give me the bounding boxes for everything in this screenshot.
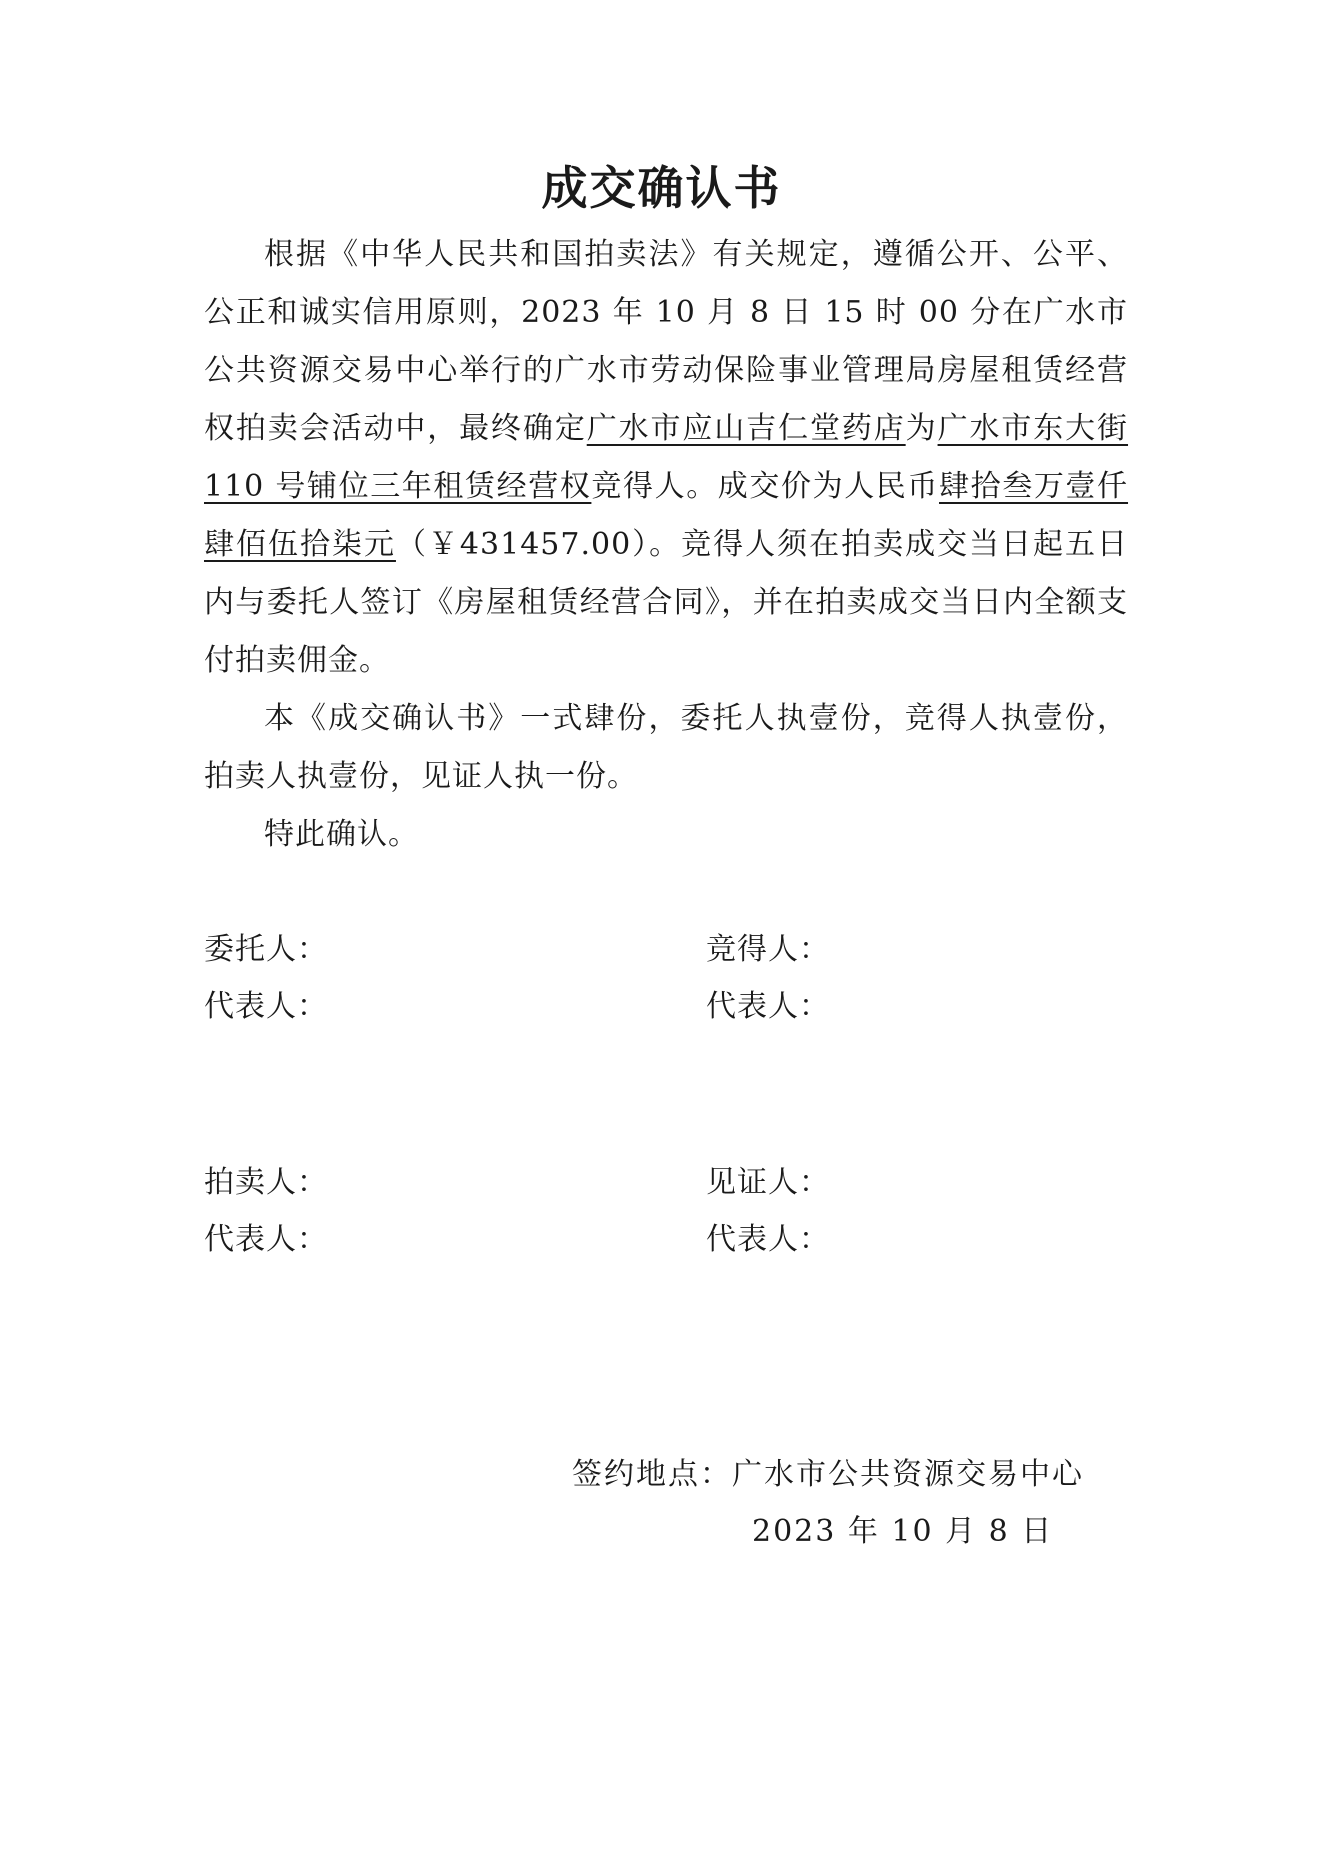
lease-subject: 广水市东大街 110 号铺位三年租赁经营权 xyxy=(204,411,1129,504)
consignor-label: 委托人： xyxy=(204,932,328,967)
paragraph-main-text-3: 竞得人。成交价为人民币 xyxy=(591,469,940,504)
auctioneer-label: 拍卖人： xyxy=(204,1165,328,1200)
paragraph-copies: 本《成交确认书》一式肆份，委托人执壹份，竞得人执壹份，拍卖人执壹份，见证人执一份。 xyxy=(204,701,1128,794)
witness-representative-label: 代表人： xyxy=(706,1222,830,1257)
auctioneer-representative-label: 代表人： xyxy=(204,1222,328,1257)
document-body xyxy=(204,226,1128,864)
signing-date: 2023 年 10 月 8 日 xyxy=(752,1514,1054,1549)
paragraph-main-text-1: 根据《中华人民共和国拍卖法》有关规定，遵循公开、公平、公正和诚实信用原则，2023 年 10 月 8 日 15 时 00 分在广水市公共资源交易中心举行的广水市劳动保险事业管理局房屋租赁经营权拍卖会活动中，最终确定 xyxy=(204,237,1128,446)
paragraph-main-text-4: （￥431457.00）。竞得人须在拍卖成交当日起五日内与委托人签订《房屋租赁经营合同》，并在拍卖成交当日内全额支付拍卖佣金。 xyxy=(204,527,1129,678)
consignor-representative-label: 代表人： xyxy=(204,989,328,1024)
bidder-representative-label: 代表人： xyxy=(706,989,830,1024)
paragraph-confirm: 特此确认。 xyxy=(264,817,419,852)
paragraph-main-text-2: 为 xyxy=(905,411,938,446)
price-in-words: 肆拾叁万壹仟肆佰伍拾柒元 xyxy=(204,469,1129,562)
paragraph-main xyxy=(204,226,1128,690)
signing-place: 签约地点：广水市公共资源交易中心 xyxy=(572,1457,1084,1492)
bidder-label: 竞得人： xyxy=(706,932,830,967)
witness-label: 见证人： xyxy=(706,1165,830,1200)
buyer-name: 广水市应山吉仁堂药店 xyxy=(586,411,906,446)
document-title: 成交确认书 xyxy=(541,161,782,215)
